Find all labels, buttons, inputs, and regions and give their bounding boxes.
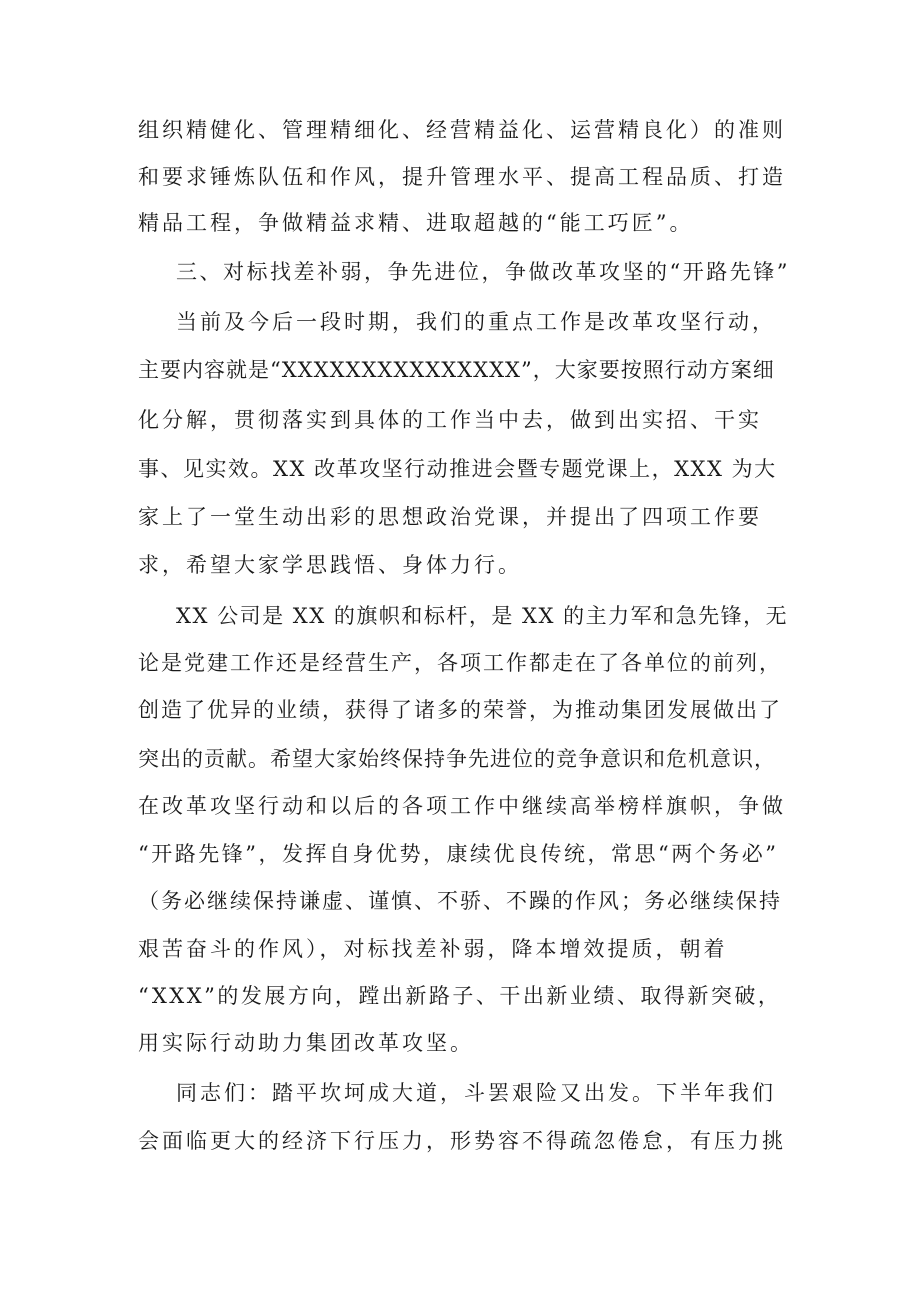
paragraph-line: 用实际行动助力集团改革攻坚。 — [138, 1031, 474, 1055]
paragraph-line: 事、见实效。XX 改革攻坚行动推进会暨专题党课上，XXX 为大 — [138, 457, 777, 481]
paragraph-line: 精品工程，争做精益求精、进取超越的“能工巧匠”。 — [138, 211, 694, 235]
paragraph-line: “XXX”的发展方向，蹚出新路子、干出新业绩、取得新突破， — [138, 984, 782, 1008]
paragraph-line: 组织精健化、管理精细化、经营精益化、运营精良化）的准则 — [138, 118, 786, 142]
paragraph-line: 同志们：踏平坎坷成大道，斗罢艰险又出发。下半年我们 — [176, 1081, 776, 1105]
paragraph-line: 在改革攻坚行动和以后的各项工作中继续高举榜样旗帜，争做 — [138, 794, 786, 818]
paragraph-line: 创造了优异的业绩，获得了诸多的荣誉，为推动集团发展做出了 — [138, 698, 782, 722]
paragraph-line: （务必继续保持谦虚、谨慎、不骄、不躁的作风；务必继续保持 — [138, 889, 782, 913]
paragraph-line: 和要求锤炼队伍和作风，提升管理水平、提高工程品质、打造 — [138, 165, 786, 189]
paragraph-line: “开路先锋”，发挥自身优势，康续优良传统，常思“两个务必” — [138, 842, 779, 866]
paragraph-line: XX 公司是 XX 的旗帜和标杆，是 XX 的主力军和急先锋，无 — [176, 604, 789, 628]
section-heading: 三、对标找差补弱，争先进位，争做改革攻坚的“开路先锋” — [176, 260, 790, 284]
paragraph-line: 主要内容就是“XXXXXXXXXXXXXXX”，大家要按照行动方案细 — [138, 358, 775, 382]
paragraph-line: 化分解，贯彻落实到具体的工作当中去，做到出实招、干实 — [138, 408, 762, 432]
paragraph-line: 家上了一堂生动出彩的思想政治党课，并提出了四项工作要 — [138, 505, 762, 529]
paragraph-line: 突出的贡献。希望大家始终保持争先进位的竞争意识和危机意识， — [138, 747, 776, 771]
paragraph-line: 求，希望大家学思践悟、身体力行。 — [138, 553, 522, 577]
paragraph-line: 会面临更大的经济下行压力，形势容不得疏忽倦怠，有压力挑 — [138, 1129, 786, 1153]
paragraph-line: 论是党建工作还是经营生产，各项工作都走在了各单位的前列， — [138, 651, 782, 675]
paragraph-line: 艰苦奋斗的作风），对标找差补弱，降本增效提质，朝着 — [138, 937, 728, 961]
paragraph-line: 当前及今后一段时期，我们的重点工作是改革攻坚行动， — [176, 310, 776, 334]
